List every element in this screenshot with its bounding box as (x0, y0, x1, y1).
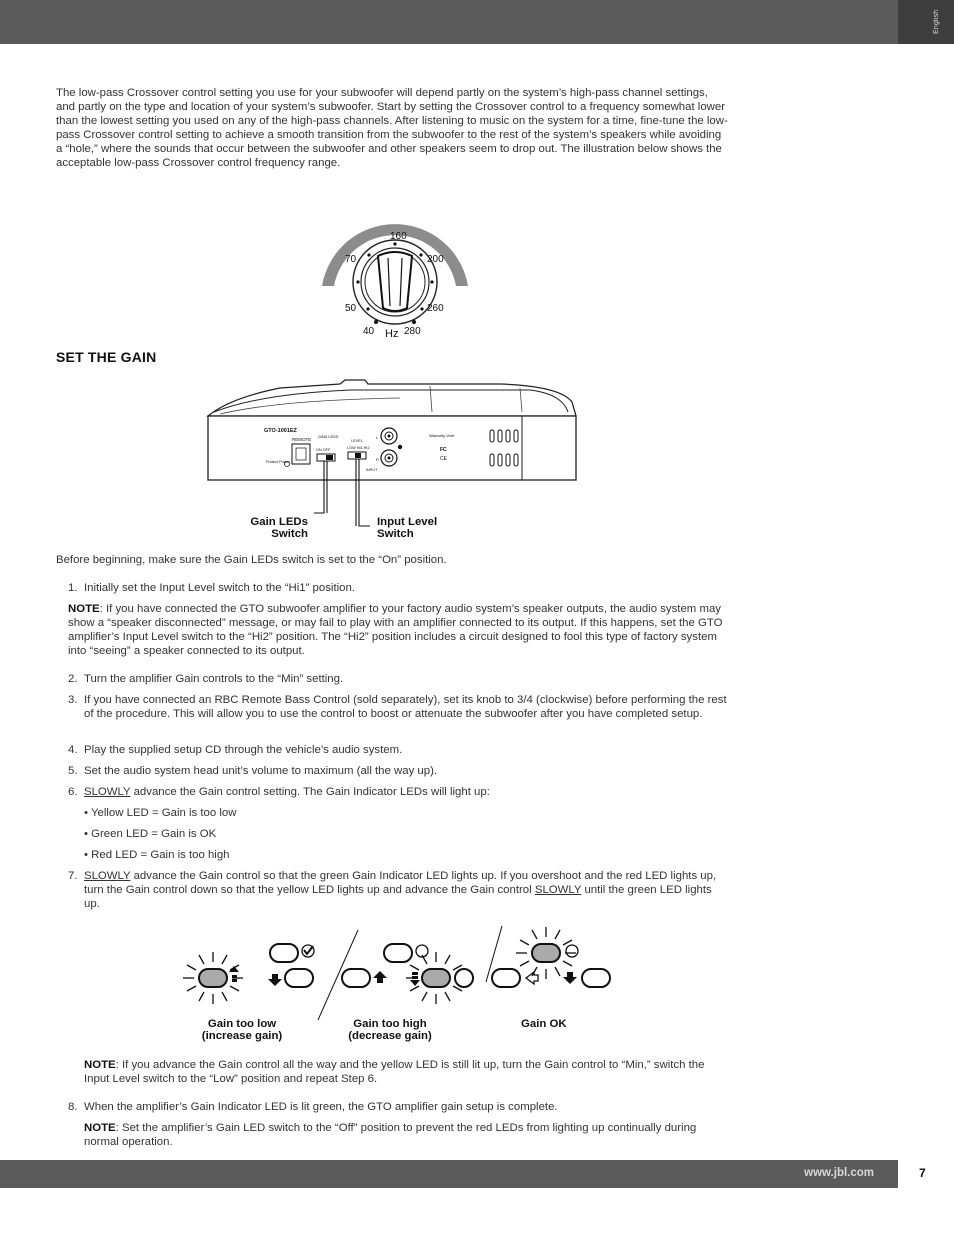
dial-label-160: 160 (390, 231, 407, 242)
callout-input-line1: Input Level (377, 516, 438, 528)
amp-remote-label: REMOTE (292, 437, 312, 442)
dial-label-50: 50 (345, 303, 357, 314)
step-text: Set the audio system head unit’s volume to maximum (all the way up). (84, 765, 438, 777)
step-text: advance the Gain control so that the green Gain Indicator LED lights up. If you overshoot and the red LED lights up, turn the Gain control down so that the yellow LED lights up and advance the Gain control (84, 870, 717, 896)
step-text: Turn the amplifier Gain controls to the “Min” setting. (84, 673, 344, 685)
note-label: NOTE (84, 1122, 116, 1134)
step-number: 7. (68, 870, 78, 882)
green-led-lit (532, 944, 560, 962)
amp-channel-l: L (376, 435, 379, 440)
crossover-intro-paragraph: The low-pass Crossover control setting you use for your subwoofer will depend partly on the system’s high-pass channel settings, and partly on the type and location of your system’s subwoofer. Start by setting the Crossover control to a frequency somewhat lower than the lowest setting you used on any of the high-pass channels. After listening to music on the system for a time, fine-tune the low-pass Crossover control setting to achieve a smooth transition from the subwoofer to the rest of the system’s speakers while avoiding a “hole,” where the sounds that occur between the subwoofer and other speakers seem to drop out. The illustration below shows the acceptable low-pass Crossover control frequency range. (56, 87, 728, 169)
yellow-led-lit (199, 969, 227, 987)
amp-model: GTO-1001EZ (264, 428, 297, 434)
step-6 (68, 785, 730, 799)
callout-input-line2: Switch (377, 528, 414, 540)
callout-gain-line2: Switch (271, 528, 308, 540)
step-text: If you have connected an RBC Remote Bass Control (sold separately), set its knob to 3/4 (clockwise) before performing the rest of the procedure. This will allow you to use the control to boost or attenuate the subwoofer after you have completed setup. (84, 694, 727, 720)
header-bar (0, 0, 898, 44)
amp-channel-r: R (376, 457, 379, 462)
red-led (582, 969, 610, 987)
step-text: advance the Gain control setting. The Gain Indicator LEDs will light up: (130, 786, 490, 798)
callout-gain-leds-switch (240, 516, 308, 540)
amp-protect-label: Protect Power (266, 460, 290, 464)
dial-unit: Hz (385, 328, 399, 340)
slowly-emphasis: SLOWLY (84, 786, 131, 798)
step-1 (68, 581, 730, 595)
step-4 (68, 743, 730, 757)
callout-input-level-switch (377, 516, 437, 540)
step-number: 1. (68, 582, 78, 594)
led-panel-gain-too-low (183, 944, 314, 1004)
yellow-led (342, 969, 370, 987)
label-gain-too-high (340, 1018, 440, 1042)
section-title: SET THE GAIN (56, 349, 157, 365)
bullet-green-led: • Green LED = Gain is OK (84, 828, 217, 840)
language-label: English (933, 9, 940, 35)
step-number: 6. (68, 786, 78, 798)
label-gain-ok: Gain OK (521, 1018, 567, 1030)
footer-bar (0, 1160, 898, 1188)
note-text: : If you have connected the GTO subwoofer amplifier to your factory audio system’s speaker outputs, the audio system may show a “speaker disconnected” message, or may fail to play with an amplifier connected to its output. If this happens, set the GTO amplifier’s Input Level switch to the “Hi2” position. The “Hi2” position includes a circuit designed to fool this type of factory system into “seeing” a speaker connected to its output. (68, 603, 723, 657)
remote-port (292, 444, 310, 464)
step-text-end: until the green LED lights up. (84, 884, 712, 910)
dial-label-280: 280 (404, 326, 421, 337)
step-number: 8. (68, 1101, 78, 1113)
note-3 (84, 1121, 704, 1149)
step-3 (68, 693, 730, 721)
step-text: Play the supplied setup CD through the vehicle’s audio system. (84, 744, 403, 756)
note-2 (84, 1058, 730, 1086)
bullet-yellow-led: • Yellow LED = Gain is too low (84, 807, 237, 819)
note-text: : If you advance the Gain control all the way and the yellow LED is still lit up, turn the Gain control to “Min,” switch the Input Level switch to the “Low” position and repeat Step 6. (84, 1059, 705, 1085)
step-number: 4. (68, 744, 78, 756)
step-5 (68, 764, 730, 778)
before-paragraph: Before beginning, make sure the Gain LEDs switch is set to the “On” position. (56, 554, 447, 566)
note-text: : Set the amplifier’s Gain LED switch to the “Off” position to prevent the red LEDs from lighting up continually during normal operation. (84, 1122, 697, 1148)
amp-level-positions: LOW HI1 HI2 (347, 446, 370, 450)
step-text: When the amplifier’s Gain Indicator LED is lit green, the GTO amplifier gain setup is complete. (84, 1101, 558, 1113)
step-text: Initially set the Input Level switch to the “Hi1” position. (84, 582, 355, 594)
callout-gain-line1: Gain LEDs (250, 516, 308, 528)
dial-label-200: 200 (427, 254, 444, 265)
amp-warranty-label: Warranty Void (429, 433, 454, 438)
step-number: 2. (68, 673, 78, 685)
note-label: NOTE (84, 1059, 116, 1071)
page-number: 7 (919, 1166, 926, 1180)
amp-fcc-mark: FC (440, 447, 447, 453)
red-led (285, 969, 313, 987)
amp-level-label: LEVEL (351, 439, 363, 443)
step-2 (68, 672, 730, 686)
red-led-lit (422, 969, 450, 987)
dial-label-260: 260 (427, 303, 444, 314)
note-1 (68, 602, 728, 658)
step-8 (68, 1100, 730, 1114)
slowly-emphasis: SLOWLY (84, 870, 131, 882)
label-low-line1: Gain too low (207, 1018, 277, 1030)
amp-gain-leds-label: GAIN LEDS (318, 435, 339, 439)
amp-on-off-label: ON OFF (316, 448, 331, 452)
step-7 (68, 869, 730, 911)
slowly-emphasis-2: SLOWLY (534, 884, 582, 896)
amp-ce-mark: CE (440, 456, 447, 462)
dial-knob (378, 252, 412, 311)
step-number: 3. (68, 694, 78, 706)
green-led (270, 944, 298, 962)
led-panel-gain-too-high (342, 944, 473, 1004)
amp-input-label: INPUT (366, 468, 378, 472)
label-low-line2: (increase gain) (201, 1030, 283, 1042)
led-panel-gain-ok (492, 927, 610, 987)
language-tab (898, 0, 954, 44)
dial-label-40: 40 (363, 326, 375, 337)
yellow-led (492, 969, 520, 987)
gain-led-illustration (170, 920, 620, 1020)
dial-label-70: 70 (345, 254, 357, 265)
label-high-line1: Gain too high (353, 1018, 427, 1030)
note-label: NOTE (68, 603, 100, 615)
label-gain-too-low (196, 1018, 288, 1042)
step-number: 5. (68, 765, 78, 777)
label-high-line2: (decrease gain) (348, 1030, 432, 1042)
green-led (384, 944, 412, 962)
website-link[interactable]: www.jbl.com (804, 1167, 874, 1179)
crossover-dial-illustration (310, 198, 480, 343)
bullet-red-led: • Red LED = Gain is too high (84, 849, 230, 861)
